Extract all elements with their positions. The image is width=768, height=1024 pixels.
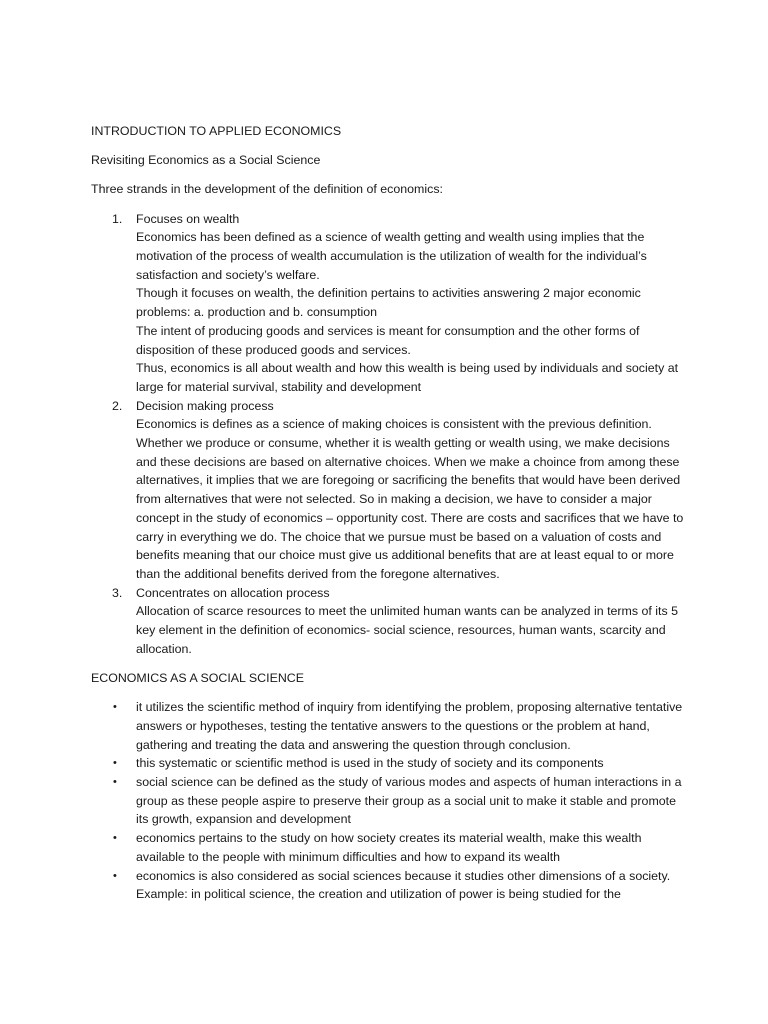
- bullet-icon: •: [113, 776, 117, 788]
- strand-heading: Focuses on wealth: [136, 211, 240, 226]
- list-number: 3.: [112, 585, 123, 600]
- bullet-text: economics pertains to the study on how society creates its material wealth, make this wealth available to the people with minimum difficulties and how to expand its wealth: [136, 831, 642, 864]
- bullet-icon: •: [113, 832, 117, 845]
- bullet-text: this systematic or scientific method is used in the study of society and its components: [136, 756, 604, 771]
- bullet-list: [91, 698, 686, 904]
- strand-paragraph: Thus, economics is all about wealth and how this wealth is being used by individuals and society at large for material survival, stability and development: [136, 361, 679, 394]
- bullet-text: economics is also considered as social sciences because it studies other dimensions of a society. Example: in political science, the creation and utilization of power is being studied for the: [136, 868, 671, 902]
- bullet-text: it utilizes the scientific method of inquiry from identifying the problem, proposing alternative tentative answers or hypotheses, testing the tentative answers to the questions or the problem at hand, gathering and treating the data and answering the question through conclusion.: [136, 700, 683, 752]
- list-item: [91, 754, 686, 773]
- section-heading: ECONOMICS AS A SOCIAL SCIENCE: [91, 670, 304, 685]
- bullet-icon: •: [113, 701, 117, 714]
- list-item: [91, 584, 686, 659]
- list-item: [91, 773, 686, 829]
- list-item: [91, 698, 686, 754]
- strand-paragraph: Allocation of scarce resources to meet the unlimited human wants can be analyzed in terms of its 5 key element in the definition of economics- social science, resources, human wants, scarcity and allocation.: [136, 604, 679, 656]
- strand-paragraph: Though it focuses on wealth, the definition pertains to activities answering 2 major economic problems: a. production and b. consumption: [136, 286, 641, 320]
- list-item: [91, 867, 686, 904]
- bullet-text: social science can be defined as the study of various modes and aspects of human interactions in a group as these people aspire to preserve their group as a social unit to make it stable and promote its growth, expansion and development: [136, 775, 682, 827]
- strand-paragraph: The intent of producing goods and services is meant for consumption and the other forms of disposition of these produced goods and services.: [136, 323, 640, 357]
- list-item: [91, 210, 686, 397]
- intro-paragraph: Three strands in the development of the definition of economics:: [91, 182, 443, 197]
- list-number: 1.: [112, 211, 123, 226]
- document-body: [91, 122, 686, 904]
- strand-heading: Concentrates on allocation process: [136, 585, 330, 600]
- strand-paragraph: Economics has been defined as a science of wealth getting and wealth using implies that the motivation of the process of wealth accumulation is the utilization of wealth for the individual’s satisfaction and society’s welfare.: [136, 230, 647, 282]
- strand-heading: Decision making process: [136, 398, 274, 413]
- list-number: 2.: [112, 398, 123, 413]
- list-item: [91, 397, 686, 584]
- list-item: [91, 829, 686, 866]
- document-subtitle: Revisiting Economics as a Social Science: [91, 153, 321, 168]
- bullet-icon: •: [113, 869, 117, 882]
- bullet-icon: •: [113, 757, 117, 770]
- strands-list: [91, 210, 686, 659]
- strand-paragraph: Economics is defines as a science of making choices is consistent with the previous definition. Whether we produce or consume, whether it is wealth getting or wealth using, we make decisions and these decisions are based on alternative choices. When we make a choince from among these alternatives, it implies that we are foregoing or sacrificing the benefits that would have been derived from alternatives that were not selected. So in making a decision, we have to consider a major concept in the study of economics – opportunity cost. There are costs and sacrifices that we have to carry in everything we do. The choice that we pursue must be based on a valuation of costs and benefits meaning that our choice must give us additional benefits that are at least equal to or more than the additional benefits derived from the foregone alternatives.: [136, 417, 684, 581]
- document-title: INTRODUCTION TO APPLIED ECONOMICS: [91, 124, 342, 138]
